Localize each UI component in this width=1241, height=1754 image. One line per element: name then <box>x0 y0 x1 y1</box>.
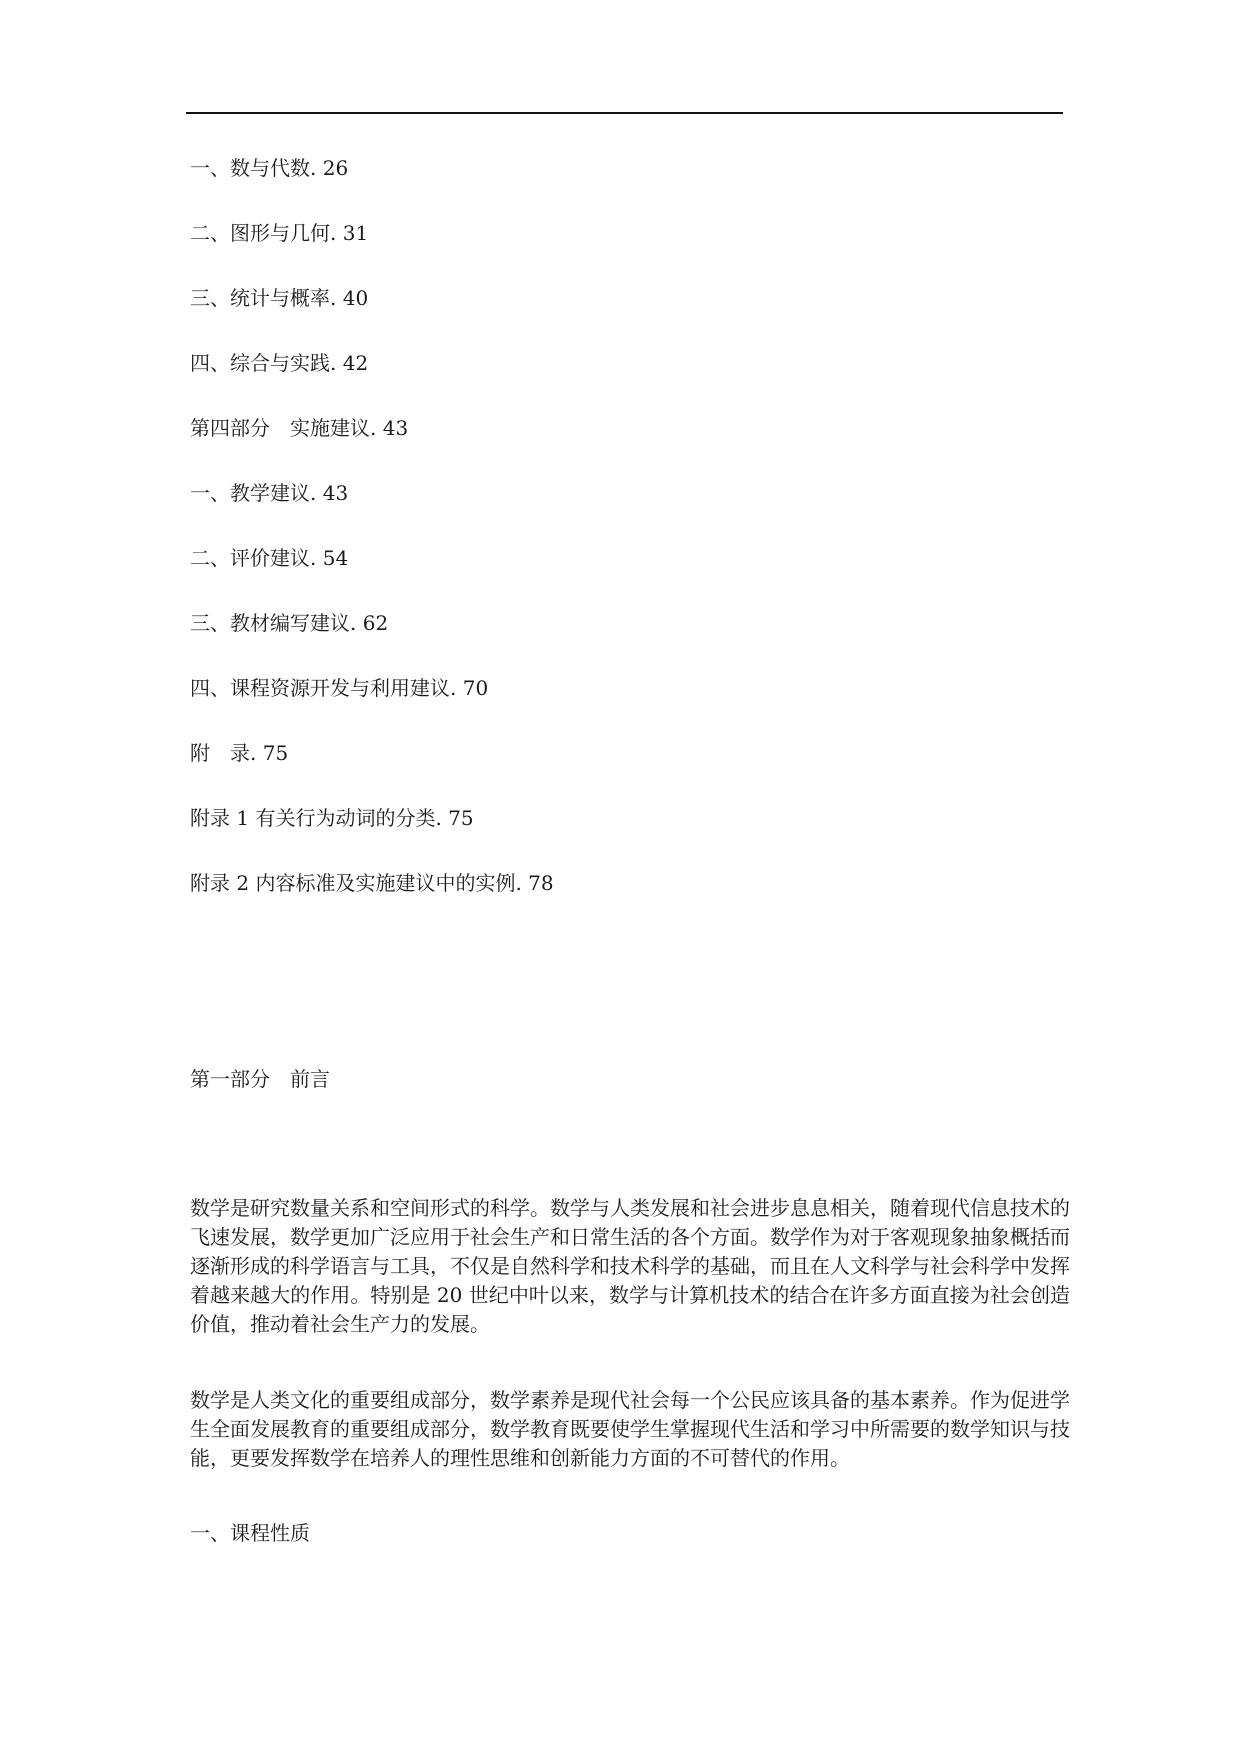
subheading-course-nature: 一、课程性质 <box>190 1521 310 1545</box>
paragraph-1: 数学是研究数量关系和空间形式的科学。数学与人类发展和社会进步息息相关，随着现代信息技术的飞速发展，数学更加广泛应用于社会生产和日常生活的各个方面。数学作为对于客观现象抽象概括而逐渐形成的科学语言与工具，不仅是自然科学和技术科学的基础，而且在人文科学与社会科学中发挥着越来越大的作用。特别是 20 世纪中叶以来，数学与计算机技术的结合在许多方面直接为社会创造价值，推动着社会生产力的发展。 <box>190 1196 1070 1336</box>
toc-entry-resources[interactable]: 四、课程资源开发与利用建议. 70 <box>190 676 489 700</box>
toc-entry-statistics[interactable]: 三、统计与概率. 40 <box>190 286 369 310</box>
toc-entry-appendix[interactable]: 附 录. 75 <box>190 741 289 765</box>
toc-entry-evaluation[interactable]: 二、评价建议. 54 <box>190 546 349 570</box>
toc-entry-teaching[interactable]: 一、教学建议. 43 <box>190 481 349 505</box>
paragraph-2: 数学是人类文化的重要组成部分，数学素养是现代社会每一个公民应该具备的基本素养。作为促进学生全面发展教育的重要组成部分，数学教育既要使学生掌握现代生活和学习中所需要的数学知识与技能，更要发挥数学在培养人的理性思维和创新能力方面的不可替代的作用。 <box>190 1388 1070 1470</box>
toc-entry-appendix-2[interactable]: 附录 2 内容标准及实施建议中的实例. 78 <box>190 871 554 895</box>
toc-entry-practice[interactable]: 四、综合与实践. 42 <box>190 351 369 375</box>
toc-entry-appendix-1[interactable]: 附录 1 有关行为动词的分类. 75 <box>190 806 474 830</box>
section-title: 第一部分 前言 <box>190 1067 330 1091</box>
toc-entry-number-algebra[interactable]: 一、数与代数. 26 <box>190 156 349 180</box>
toc-entry-geometry[interactable]: 二、图形与几何. 31 <box>190 221 369 245</box>
toc-entry-part-four[interactable]: 第四部分 实施建议. 43 <box>190 416 409 440</box>
header-rule <box>186 112 1063 114</box>
toc-entry-textbook[interactable]: 三、教材编写建议. 62 <box>190 611 389 635</box>
